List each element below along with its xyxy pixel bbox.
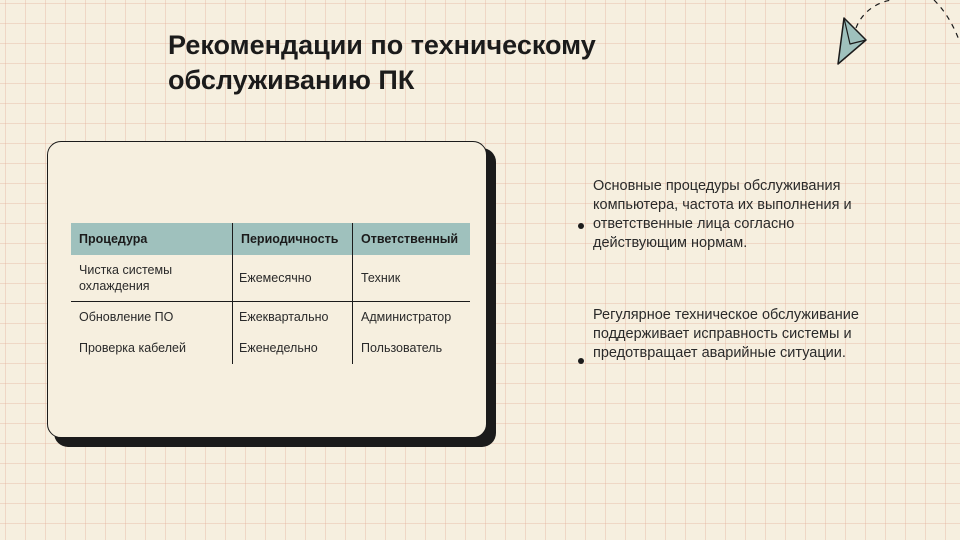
cell-periodicity: Ежемесячно xyxy=(233,255,353,302)
cell-periodicity: Еженедельно xyxy=(239,341,318,355)
slide-title: Рекомендации по техническому обслуживанию ПК xyxy=(168,30,596,95)
table-row xyxy=(71,255,470,302)
table-row xyxy=(71,302,470,333)
table-row xyxy=(71,332,470,364)
info-point: Регулярное техническое обслуживание поддерживает исправность системы и предотвращает аварийные ситуации. xyxy=(593,307,859,361)
table-header-row xyxy=(71,223,470,255)
header-periodicity: Периодичность xyxy=(233,223,353,255)
bullet-icon xyxy=(578,223,584,229)
paper-plane-icon xyxy=(832,0,960,112)
maintenance-table xyxy=(71,223,470,364)
cell-procedure: Проверка кабелей xyxy=(71,332,233,364)
cell-procedure: Обновление ПО xyxy=(71,302,233,333)
cell-responsible: Администратор xyxy=(353,302,471,333)
header-responsible: Ответственный xyxy=(353,223,471,255)
bullet-icon xyxy=(578,358,584,364)
info-point: Основные процедуры обслуживания компьютера, частота их выполнения и ответственные лица согласно действующим нормам. xyxy=(593,178,852,251)
cell-responsible: Пользователь xyxy=(353,332,471,364)
cell-responsible: Техник xyxy=(353,255,471,302)
cell-periodicity: Ежеквартально xyxy=(239,310,329,324)
cell-procedure: Чистка системы охлаждения xyxy=(71,255,233,302)
header-procedure: Процедура xyxy=(71,223,233,255)
